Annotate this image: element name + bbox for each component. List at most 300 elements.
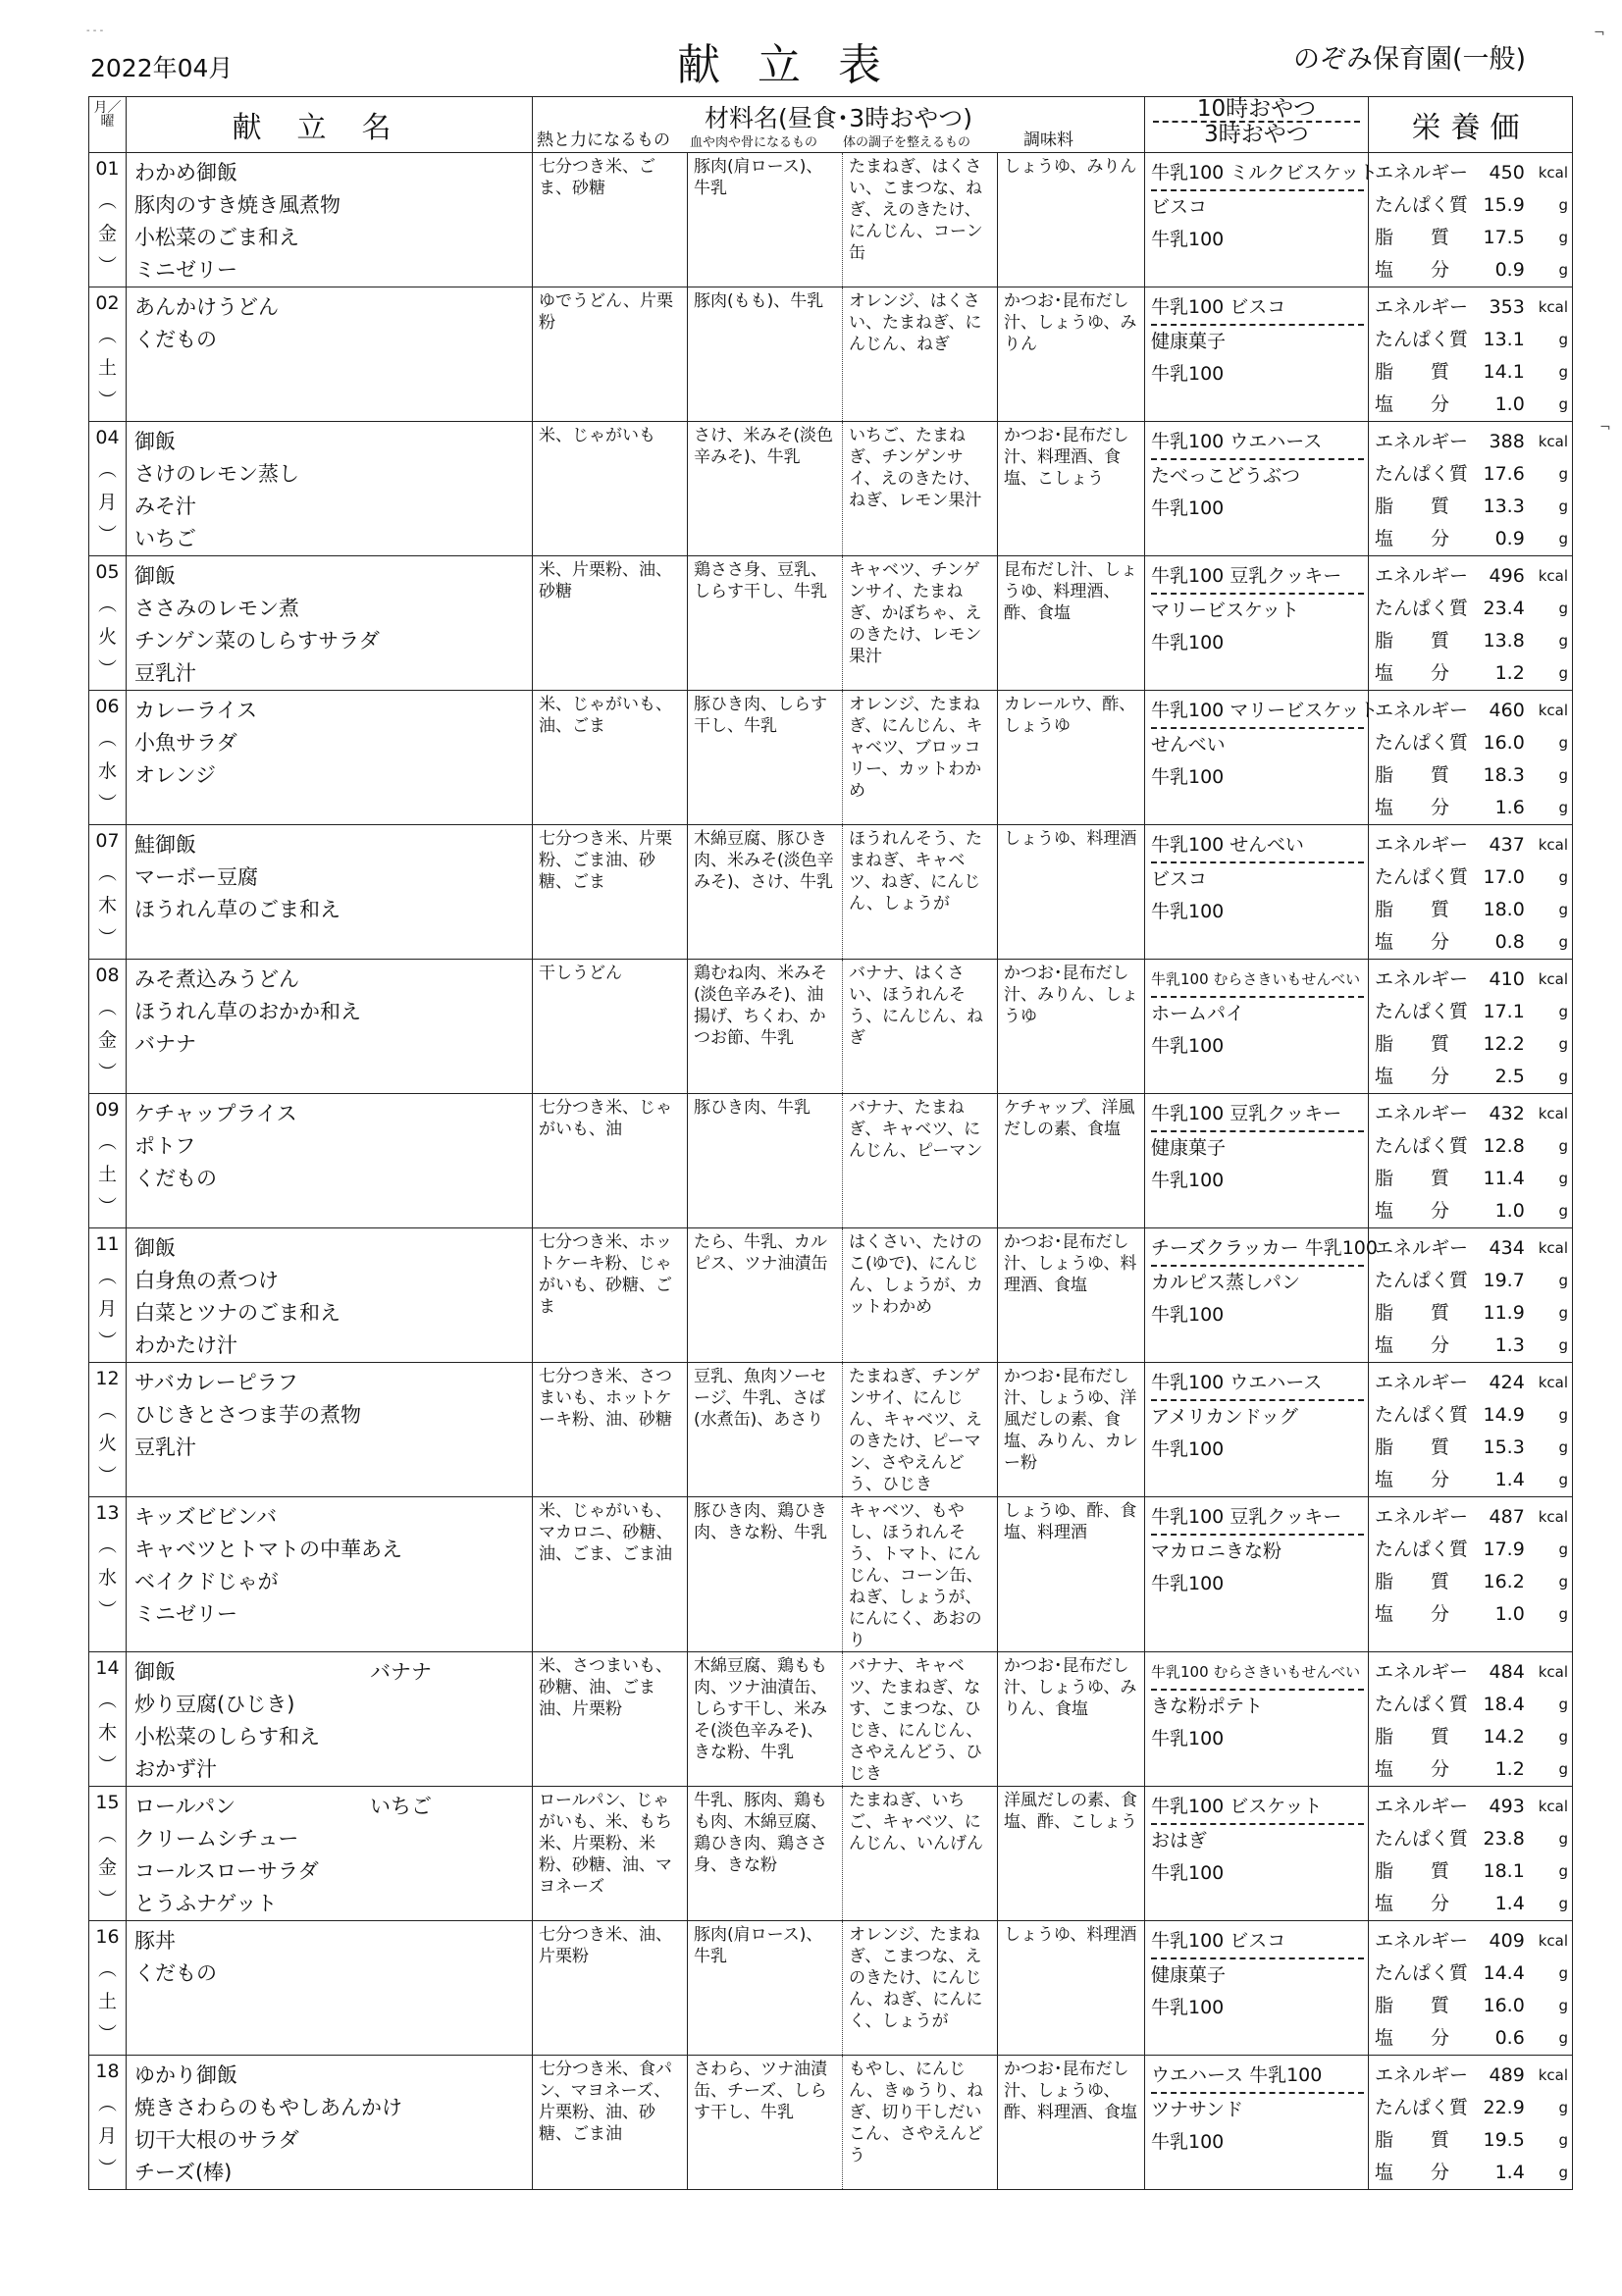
salt-line [1375,657,1568,690]
energy-foods: 七分つき米、ホットケーキ粉、じゃがいも、砂糖、ごま [533,1228,688,1363]
fat-line [1375,1163,1568,1195]
seasonings: ケチャップ、洋風だしの素、食塩 [998,1094,1145,1228]
snack-am: 牛乳100 むらさきいもせんべい [1151,1656,1364,1691]
col-regulating-foods: 体の調子を整えるもの [843,135,971,150]
salt-label: 塩 分 [1375,528,1450,549]
scan-mark: - - - [86,26,104,36]
fat-unit: g [1558,1438,1568,1456]
dish-name: 小魚サラダ [134,731,237,755]
fat-line [1375,1855,1568,1888]
salt-line [1375,1330,1568,1362]
snack-pm: 牛乳100 [1151,497,1225,519]
regulating-foods: バナナ、キャベツ、たまねぎ、なす、こまつな、ひじき、にんじん、さやえんどう、ひじき [843,1652,998,1787]
energy-value: 437 [1489,834,1525,856]
day-number: 12 [95,1368,120,1389]
fat-unit: g [1558,1997,1568,2014]
salt-value: 2.5 [1494,1066,1525,1087]
fat-value: 18.3 [1483,764,1525,786]
dish-name: くだもの [134,1961,217,1985]
body-foods: 豚肉(肩ロース)、牛乳 [688,153,843,287]
salt-label: 塩 分 [1375,1066,1450,1087]
day-cell [89,422,127,556]
dish-name: チンゲン菜のしらすサラダ [134,629,380,652]
fat-line [1375,1297,1568,1330]
dish-name: みそ煮込みうどん [134,967,299,991]
snack-cell [1145,691,1379,825]
regulating-foods: キャベツ、チンゲンサイ、たまねぎ、かぼちゃ、えのきたけ、レモン果汁 [843,556,998,691]
dish-name: さけのレモン蒸し [134,462,299,486]
regulating-foods: バナナ、はくさい、ほうれんそう、にんじん、ねぎ [843,960,998,1094]
snack-pm: マカロニきな粉 [1151,1540,1282,1562]
snack-pm: マリービスケット [1151,600,1300,621]
seasonings: しょうゆ、酢、食塩、料理酒 [998,1497,1145,1652]
salt-unit: g [1558,1471,1568,1488]
weekday: 火 [97,626,117,648]
body-foods: 豚ひき肉、牛乳 [688,1094,843,1228]
seasonings: かつお･昆布だし汁、しょうゆ、洋風だしの素、食塩、みりん、カレー粉 [998,1363,1145,1497]
fat-value: 19.5 [1483,2129,1525,2151]
fat-value: 14.1 [1483,361,1525,383]
fat-unit: g [1558,497,1568,515]
energy-unit: kcal [1538,1798,1568,1815]
fat-value: 11.9 [1483,1302,1525,1324]
day-number: 18 [95,2061,120,2082]
range-mark-bottom: ︶ [97,1331,117,1352]
range-mark-bottom: ︶ [97,2023,117,2045]
snack-am: 牛乳100 ウエハース [1151,426,1364,460]
salt-label: 塩 分 [1375,1893,1450,1914]
salt-line [1375,1195,1568,1227]
fat-label: 脂 質 [1375,1168,1450,1189]
salt-line [1375,254,1568,287]
nutrition-cell [1369,287,1573,422]
col-seasonings: 調味料 [1023,130,1073,150]
protein-line [1375,324,1568,356]
protein-line [1375,189,1568,222]
protein-value: 17.0 [1483,866,1525,888]
fat-value: 13.8 [1483,630,1525,652]
protein-unit: g [1558,1272,1568,1289]
energy-label: エネルギー [1375,162,1469,183]
seasonings: かつお･昆布だし汁、料理酒、食塩、こしょう [998,422,1145,556]
salt-label: 塩 分 [1375,1758,1450,1780]
range-mark-top: ︵ [97,1824,117,1846]
energy-line [1375,1232,1568,1265]
body-foods: 木綿豆腐、豚ひき肉、米みそ(淡色辛みそ)、さけ、牛乳 [688,825,843,960]
protein-line [1375,1265,1568,1297]
fat-value: 14.2 [1483,1726,1525,1748]
salt-value: 1.4 [1494,1469,1525,1490]
dish-list [127,2056,533,2190]
fat-unit: g [1558,1035,1568,1053]
school-name: のぞみ保育園(一般) [1293,44,1527,75]
dish-list [127,1497,533,1652]
range-mark-bottom: ︶ [97,255,117,277]
salt-label: 塩 分 [1375,2162,1450,2183]
body-foods: 鶏むね肉、米みそ(淡色辛みそ)、油揚げ、ちくわ、かつお節、牛乳 [688,960,843,1094]
weekday: 金 [97,1029,117,1051]
protein-label: たんぱく質 [1375,463,1469,485]
fat-value: 16.2 [1483,1571,1525,1592]
salt-unit: g [1558,1605,1568,1623]
menu-table [88,96,1573,2190]
protein-line [1375,727,1568,759]
protein-value: 14.9 [1483,1404,1525,1426]
snack-am: 牛乳100 ビスケット [1151,1791,1364,1825]
energy-value: 409 [1489,1930,1525,1952]
energy-unit: kcal [1538,164,1568,182]
range-mark-top: ︵ [97,1535,117,1556]
day-number: 16 [95,1926,120,1948]
snack-pm: 牛乳100 [1151,1997,1225,2018]
protein-unit: g [1558,868,1568,886]
menu-row [89,691,1573,825]
protein-value: 22.9 [1483,2097,1525,2118]
energy-foods: 米、じゃがいも [533,422,688,556]
weekday: 火 [97,1433,117,1454]
snack-pm: 牛乳100 [1151,2131,1225,2153]
protein-unit: g [1558,600,1568,617]
snack-cell [1145,1363,1369,1497]
dish-name: わかめ御飯 [134,161,237,184]
fat-line [1375,759,1568,792]
energy-label: エネルギー [1375,565,1469,587]
seasonings: かつお･昆布だし汁、みりん、しょうゆ [998,960,1145,1094]
dish-list [127,1363,533,1497]
seasonings: かつお･昆布だし汁、しょうゆ、みりん、食塩 [998,1652,1145,1787]
protein-unit: g [1558,196,1568,214]
weekday: 水 [97,760,117,782]
energy-label: エネルギー [1375,1103,1469,1124]
seasonings: 昆布だし汁、しょうゆ、料理酒、酢、食塩 [998,556,1145,691]
salt-value: 0.8 [1494,931,1525,953]
snack-pm: 健康菓子 [1151,331,1227,352]
fat-line [1375,1028,1568,1061]
protein-value: 23.4 [1483,598,1525,619]
protein-label: たんぱく質 [1375,732,1469,754]
salt-line [1375,1464,1568,1496]
fat-label: 脂 質 [1375,899,1450,920]
weekday: 月 [97,492,117,513]
snack-cell [1145,2056,1369,2190]
range-mark-top: ︵ [97,594,117,615]
body-foods: たら、牛乳、カルピス、ツナ油漬缶 [688,1228,843,1363]
dish-name: 豆乳汁 [134,1435,196,1459]
salt-unit: g [1558,1895,1568,1912]
energy-line [1375,560,1568,593]
snack-pm: ビスコ [1151,868,1208,890]
snack-pm: 牛乳100 [1151,632,1225,653]
dish-name: チーズ(棒) [134,2161,233,2184]
day-cell [89,1228,127,1363]
weekday: 水 [97,1567,117,1589]
dish-name: 鮭御飯 [134,833,196,857]
energy-foods: 米、片栗粉、油、砂糖 [533,556,688,691]
body-foods: 木綿豆腐、鶏もも肉、ツナ油漬缶、しらす干し、米みそ(淡色辛みそ)、きな粉、牛乳 [688,1652,843,1787]
energy-value: 410 [1489,968,1525,990]
seasonings: かつお･昆布だし汁、しょうゆ、みりん [998,287,1145,422]
snack-pm: カルピス蒸しパン [1151,1272,1301,1293]
dish-name: 焼きさわらのもやしあんかけ [134,2096,402,2119]
protein-value: 14.4 [1483,1962,1525,1984]
energy-foods: 米、さつまいも、砂糖、油、ごま油、片栗粉 [533,1652,688,1787]
fat-unit: g [1558,766,1568,784]
energy-line [1375,829,1568,861]
weekday: 土 [97,357,117,379]
range-mark-top: ︵ [97,325,117,346]
salt-value: 1.3 [1494,1334,1525,1356]
fat-unit: g [1558,1304,1568,1322]
dish-name: カレーライス [134,699,258,722]
menu-body [89,153,1573,2190]
col-materials [533,97,1145,153]
dish-name: 豚肉のすき焼き風煮物 [134,193,340,217]
nutrition-cell [1369,556,1573,691]
regulating-foods: もやし、にんじん、きゅうり、ねぎ、切り干しだいこん、さやえんどう [843,2056,998,2190]
salt-line [1375,1598,1568,1631]
salt-label: 塩 分 [1375,2027,1450,2049]
fat-label: 脂 質 [1375,1033,1450,1055]
energy-unit: kcal [1538,970,1568,988]
salt-line [1375,1753,1568,1786]
fat-unit: g [1558,363,1568,381]
protein-unit: g [1558,1137,1568,1155]
energy-line [1375,964,1568,996]
nutrition-cell [1369,1094,1573,1228]
menu-row [89,1787,1573,1921]
protein-label: たんぱく質 [1375,1962,1469,1984]
day-cell [89,960,127,1094]
energy-label: エネルギー [1375,1930,1469,1952]
protein-value: 13.1 [1483,329,1525,350]
salt-value: 0.9 [1494,259,1525,281]
range-mark-top: ︵ [97,1400,117,1422]
fat-label: 脂 質 [1375,361,1450,383]
energy-label: エネルギー [1375,1506,1469,1528]
snack-pm: 牛乳100 [1151,1862,1225,1884]
col-day: 月／曜 [89,97,127,153]
seasonings: かつお･昆布だし汁、しょうゆ、酢、料理酒、食塩 [998,2056,1145,2190]
energy-label: エネルギー [1375,834,1469,856]
protein-value: 12.8 [1483,1135,1525,1157]
nutrition-cell [1369,1652,1573,1787]
dish-list [127,1921,533,2056]
salt-value: 1.0 [1494,1200,1525,1222]
day-cell [89,2056,127,2190]
range-mark-top: ︵ [97,1958,117,1980]
fat-value: 17.5 [1483,227,1525,248]
col-snacks [1145,97,1369,153]
nutrition-cell [1369,691,1573,825]
snack-pm: ビスコ [1151,196,1208,218]
seasonings: 洋風だしの素、食塩、酢、こしょう [998,1787,1145,1921]
protein-value: 18.4 [1483,1694,1525,1715]
protein-label: たんぱく質 [1375,1694,1469,1715]
salt-line [1375,523,1568,555]
energy-value: 489 [1489,2064,1525,2086]
regulating-foods: オレンジ、はくさい、たまねぎ、にんじん、ねぎ [843,287,998,422]
day-cell [89,1921,127,2056]
dish-name: 小松菜のごま和え [134,226,299,249]
snack-am: 牛乳100 豆乳クッキー [1151,560,1364,595]
salt-line [1375,926,1568,959]
energy-line [1375,157,1568,189]
snack-pm: 健康菓子 [1151,1137,1227,1159]
energy-foods: ゆでうどん、片栗粉 [533,287,688,422]
salt-label: 塩 分 [1375,931,1450,953]
dish-name: マーボー豆腐 [134,865,258,889]
nutrition-cell [1369,422,1573,556]
fat-line [1375,894,1568,926]
protein-value: 17.6 [1483,463,1525,485]
day-cell [89,691,127,825]
day-number: 05 [95,561,120,583]
protein-line [1375,1534,1568,1566]
nutrition-cell [1369,2056,1573,2190]
snack-cell [1145,287,1369,422]
weekday: 木 [97,895,117,916]
range-mark-bottom: ︶ [97,1599,117,1621]
day-cell [89,1497,127,1652]
weekday: 金 [97,1856,117,1878]
protein-label: たんぱく質 [1375,1828,1469,1850]
salt-unit: g [1558,2029,1568,2047]
nutrition-cell [1369,960,1573,1094]
regulating-foods: オレンジ、たまねぎ、こまつな、えのきたけ、にんじん、ねぎ、にんにく、しょうが [843,1921,998,2056]
dish-name: コールスローサラダ [134,1859,319,1883]
range-mark-top: ︵ [97,1690,117,1711]
salt-value: 0.6 [1494,2027,1525,2049]
fat-unit: g [1558,901,1568,918]
dish-name: ほうれん草のごま和え [134,898,340,921]
col-menu-name: 献立名 [127,97,533,153]
range-mark-bottom: ︶ [97,390,117,411]
nutrition-cell [1369,825,1573,960]
seasonings: かつお･昆布だし汁、しょうゆ、料理酒、食塩 [998,1228,1145,1363]
snack-pm: きな粉ポテト [1151,1696,1264,1717]
range-mark-bottom: ︶ [97,1889,117,1910]
menu-row [89,1652,1573,1787]
fat-label: 脂 質 [1375,1436,1450,1458]
fat-label: 脂 質 [1375,227,1450,248]
col-body-foods: 血や肉や骨になるもの [690,135,818,150]
menu-row [89,825,1573,960]
dish-list [127,153,533,287]
dish-name: 小松菜のしらす和え [134,1725,320,1748]
dish-name: おかず汁 [134,1757,217,1781]
range-mark-top: ︵ [97,862,117,884]
day-cell [89,287,127,422]
regulating-foods: たまねぎ、チンゲンサイ、にんじん、キャベツ、えのきたけ、ピーマン、さやえんどう、ひじき [843,1363,998,1497]
fat-label: 脂 質 [1375,1571,1450,1592]
menu-row [89,153,1573,287]
snack-pm: 牛乳100 [1151,363,1225,385]
regulating-foods: たまねぎ、はくさい、こまつな、ねぎ、えのきたけ、にんじん、コーン缶 [843,153,998,287]
dish-name: いちご [134,527,196,550]
salt-value: 1.2 [1494,1758,1525,1780]
protein-unit: g [1558,734,1568,752]
energy-label: エネルギー [1375,700,1469,721]
salt-label: 塩 分 [1375,1334,1450,1356]
range-mark-top: ︵ [97,1131,117,1153]
salt-label: 塩 分 [1375,797,1450,818]
salt-unit: g [1558,1336,1568,1354]
protein-line [1375,1689,1568,1721]
fat-unit: g [1558,229,1568,246]
salt-unit: g [1558,395,1568,413]
fat-label: 脂 質 [1375,764,1450,786]
menu-row [89,422,1573,556]
range-mark-bottom: ︶ [97,1062,117,1083]
salt-label: 塩 分 [1375,1603,1450,1625]
nutrition-cell [1369,1497,1573,1652]
protein-line [1375,996,1568,1028]
protein-line [1375,593,1568,625]
nutrition-cell [1369,1921,1573,2056]
regulating-foods: オレンジ、たまねぎ、にんじん、キャベツ、ブロッコリー、カットわかめ [843,691,998,825]
fat-value: 16.0 [1483,1995,1525,2016]
salt-value: 1.4 [1494,1893,1525,1914]
dish-name: 御飯 [134,564,176,588]
range-mark-bottom: ︶ [97,1754,117,1776]
energy-label: エネルギー [1375,968,1469,990]
energy-foods: 七分つき米、油、片栗粉 [533,1921,688,2056]
dish-name: 御飯 [134,1236,176,1260]
protein-line [1375,1130,1568,1163]
energy-line [1375,2060,1568,2092]
dish-name: 切干大根のサラダ [134,2128,299,2152]
snack-cell [1145,153,1378,287]
snack-pm: ホームパイ [1151,1003,1245,1024]
energy-value: 388 [1489,431,1525,452]
protein-unit: g [1558,2099,1568,2116]
menu-row [89,2056,1573,2190]
body-foods: 豚ひき肉、鶏ひき肉、きな粉、牛乳 [688,1497,843,1652]
salt-unit: g [1558,1202,1568,1220]
dish-name: ひじきとさつま芋の煮物 [134,1403,361,1427]
protein-label: たんぱく質 [1375,866,1469,888]
snack-pm: 牛乳100 [1151,1170,1225,1191]
day-number: 14 [95,1657,120,1679]
menu-month: 2022年04月 [90,54,234,82]
energy-line [1375,291,1568,324]
nutrition-cell [1369,1363,1573,1497]
protein-unit: g [1558,1696,1568,1713]
snack-am: 牛乳100 豆乳クッキー [1151,1098,1364,1132]
protein-unit: g [1558,331,1568,348]
energy-label: エネルギー [1375,431,1469,452]
protein-unit: g [1558,465,1568,483]
dish-name: わかたけ汁 [134,1333,237,1357]
day-number: 04 [95,427,120,448]
energy-label: エネルギー [1375,296,1469,318]
day-number: 15 [95,1792,120,1813]
fat-value: 18.0 [1483,899,1525,920]
energy-foods: 七分つき米、片栗粉、ごま油、砂糖、ごま [533,825,688,960]
dish-name: ケチャップライス [134,1102,297,1125]
energy-label: エネルギー [1375,1796,1469,1817]
energy-line [1375,426,1568,458]
nutrition-cell [1369,153,1573,287]
body-foods: 豚ひき肉、しらす干し、牛乳 [688,691,843,825]
body-foods: さわら、ツナ油漬缶、チーズ、しらす干し、牛乳 [688,2056,843,2190]
snack-am: 牛乳100 ウエハース [1151,1367,1364,1401]
day-cell [89,153,127,287]
salt-unit: g [1558,530,1568,548]
regulating-foods: いちご、たまねぎ、チンゲンサイ、えのきたけ、ねぎ、レモン果汁 [843,422,998,556]
menu-row [89,1228,1573,1363]
energy-value: 353 [1489,296,1525,318]
